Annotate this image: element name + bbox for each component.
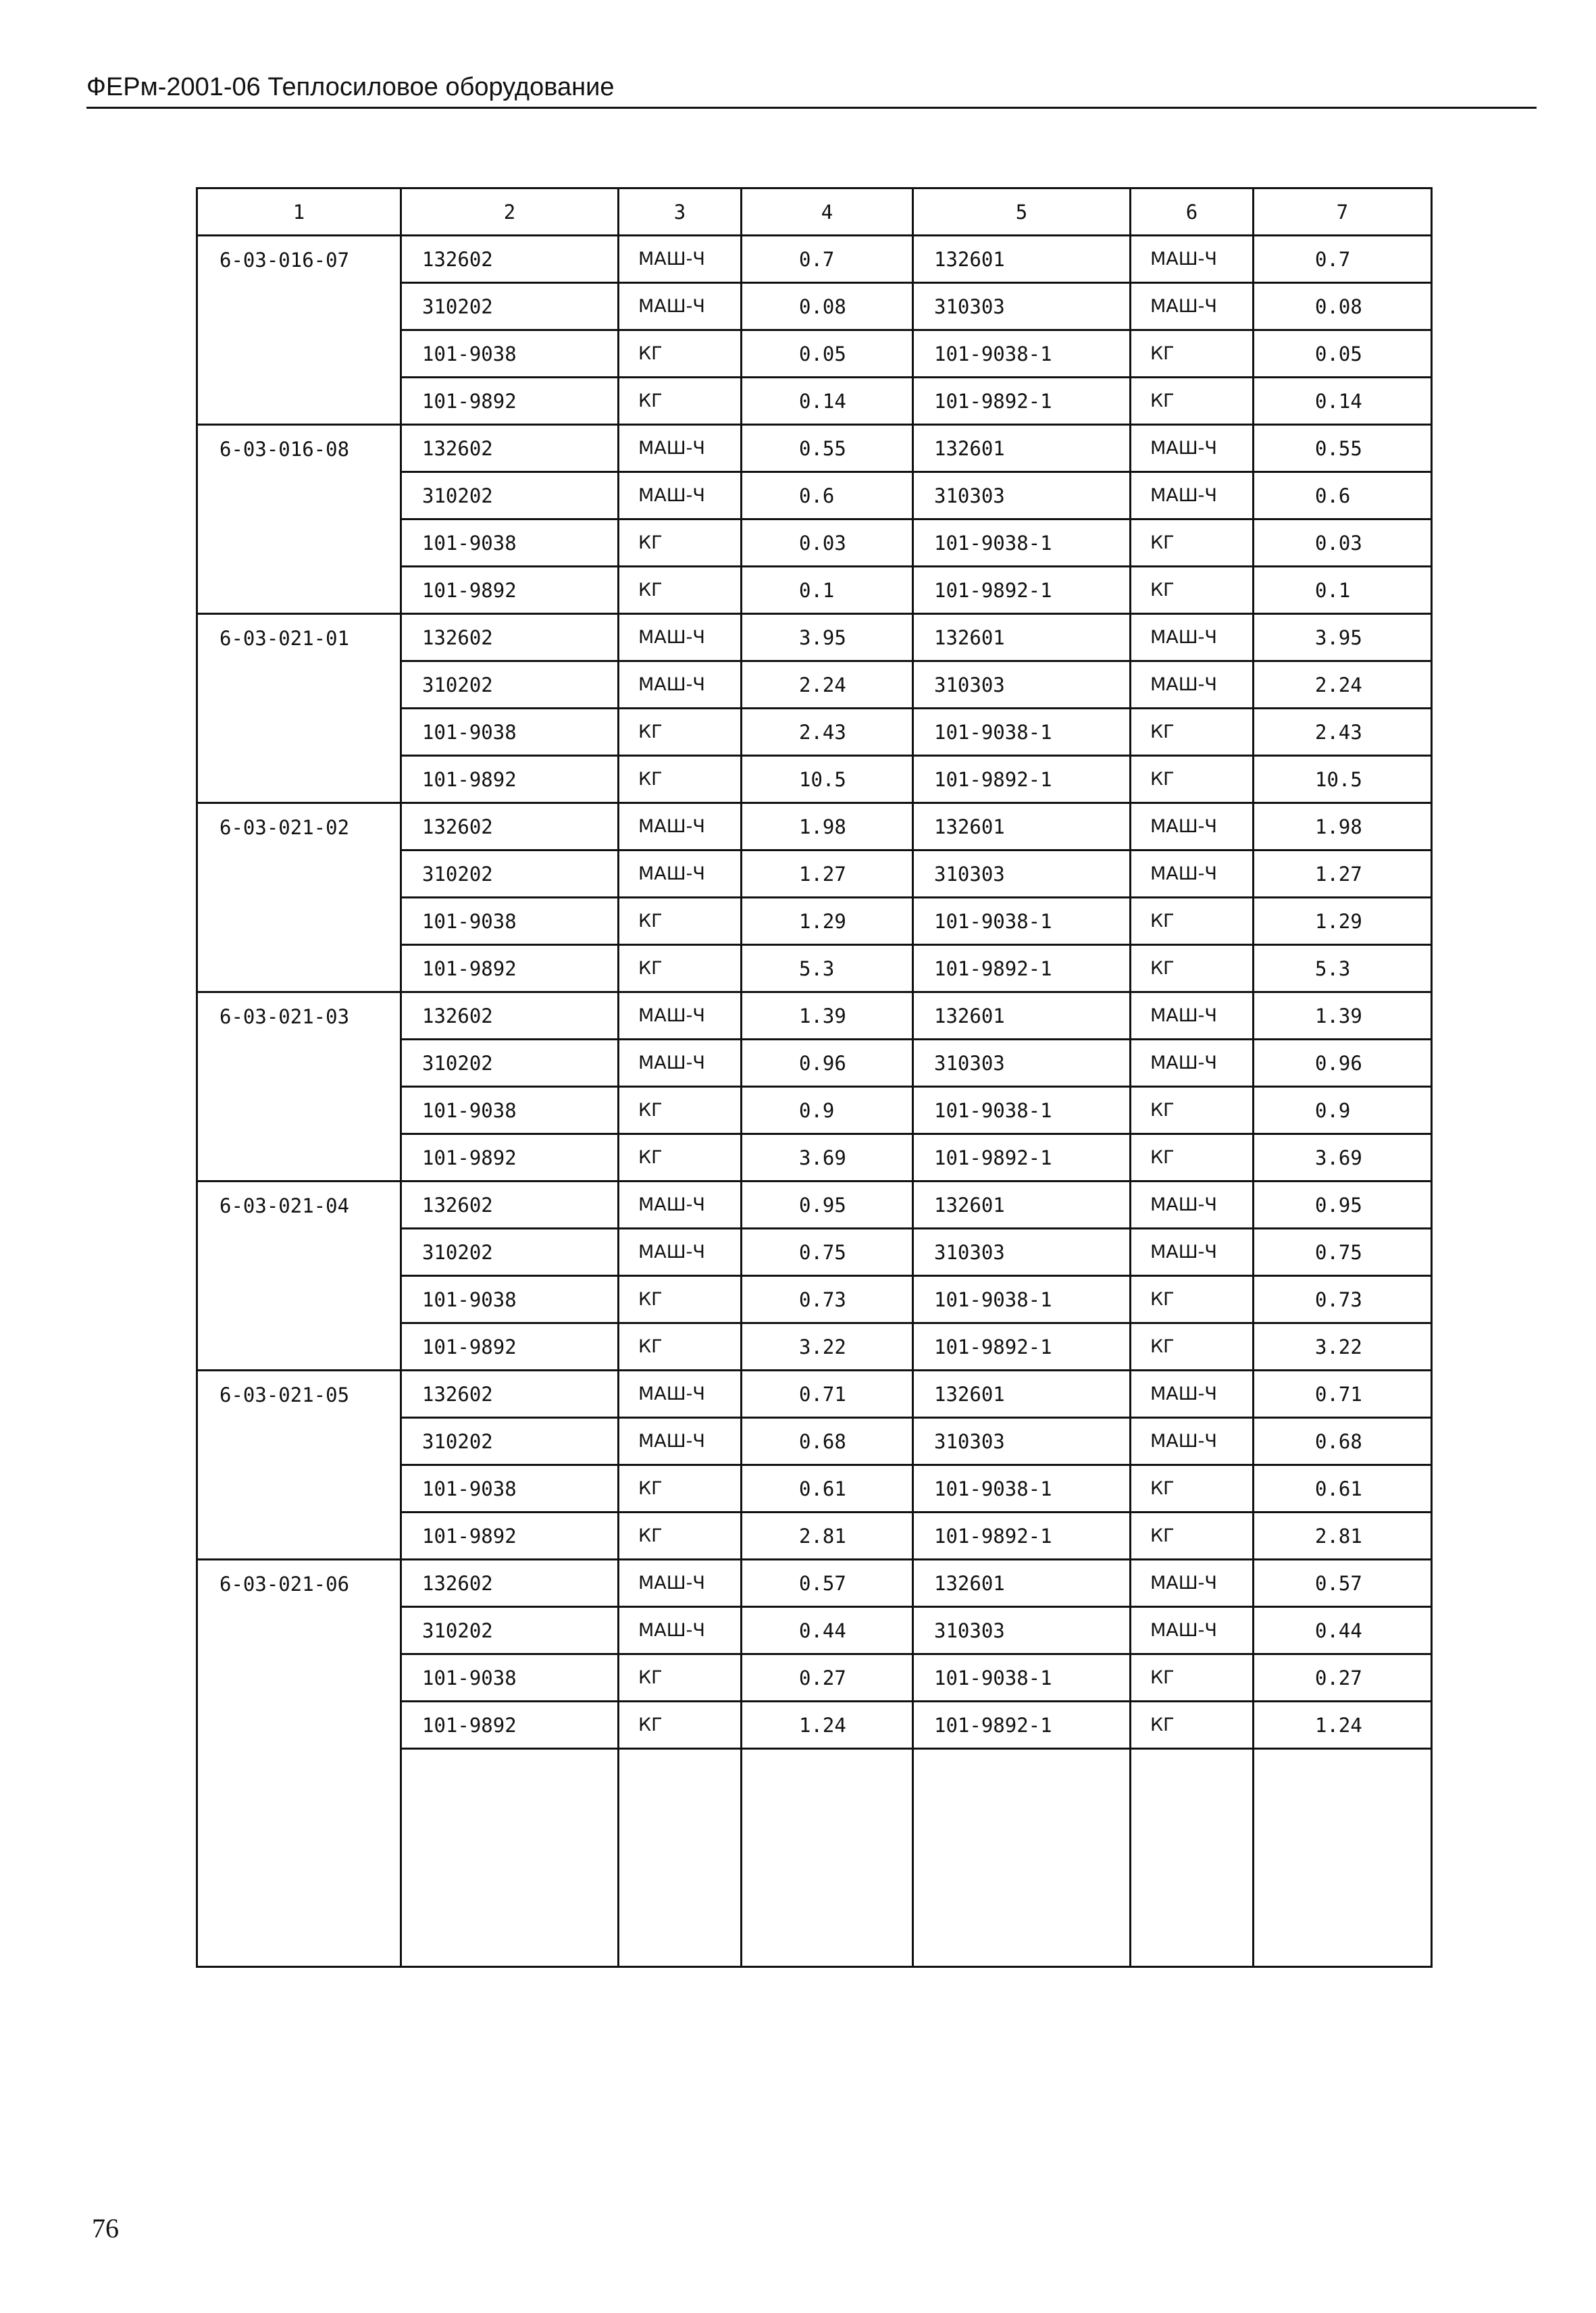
new-quantity-cell: 0.61 [1254, 1465, 1432, 1513]
old-resource-code-cell: 101-9038 [401, 898, 619, 945]
old-unit-cell: КГ [619, 1323, 742, 1371]
old-quantity-cell: 1.27 [742, 850, 913, 898]
old-quantity-cell: 0.55 [742, 425, 913, 472]
new-unit-cell: МАШ-Ч [1131, 1418, 1254, 1465]
old-resource-code-cell: 132602 [401, 1371, 619, 1418]
old-quantity-cell: 3.22 [742, 1323, 913, 1371]
new-unit-cell: МАШ-Ч [1131, 1040, 1254, 1087]
new-resource-code-cell: 310303 [913, 283, 1131, 330]
column-header: 4 [742, 188, 913, 236]
old-unit-cell: МАШ-Ч [619, 1040, 742, 1087]
old-quantity-cell: 0.75 [742, 1229, 913, 1276]
old-quantity-cell: 3.95 [742, 614, 913, 661]
new-resource-code-cell: 132601 [913, 803, 1131, 850]
new-quantity-cell: 1.39 [1254, 992, 1432, 1040]
new-unit-cell: КГ [1131, 1702, 1254, 1749]
old-resource-code-cell: 310202 [401, 1040, 619, 1087]
old-quantity-cell: 2.24 [742, 661, 913, 709]
new-resource-code-cell: 101-9892-1 [913, 378, 1131, 425]
new-resource-code-cell: 101-9038-1 [913, 898, 1131, 945]
old-unit-cell: МАШ-Ч [619, 850, 742, 898]
new-unit-cell: КГ [1131, 1654, 1254, 1702]
old-quantity-cell: 0.44 [742, 1607, 913, 1654]
old-resource-code-cell: 101-9038 [401, 330, 619, 378]
new-resource-code-cell: 101-9892-1 [913, 945, 1131, 992]
new-unit-cell: КГ [1131, 519, 1254, 567]
norm-code-cell: 6-03-021-04 [197, 1181, 401, 1371]
new-quantity-cell: 0.68 [1254, 1418, 1432, 1465]
table-row [197, 992, 1432, 1040]
old-unit-cell: КГ [619, 756, 742, 803]
table-row [197, 803, 1432, 850]
old-unit-cell: КГ [619, 898, 742, 945]
new-resource-code-cell: 132601 [913, 236, 1131, 283]
old-quantity-cell: 0.9 [742, 1087, 913, 1134]
column-header: 6 [1131, 188, 1254, 236]
new-quantity-cell: 3.22 [1254, 1323, 1432, 1371]
norm-code-cell: 6-03-016-08 [197, 425, 401, 614]
new-quantity-cell: 0.7 [1254, 236, 1432, 283]
old-unit-cell: КГ [619, 1134, 742, 1181]
resource-table [196, 187, 1433, 1968]
column-header: 1 [197, 188, 401, 236]
new-unit-cell: КГ [1131, 1276, 1254, 1323]
new-quantity-cell: 2.24 [1254, 661, 1432, 709]
old-resource-code-cell: 132602 [401, 992, 619, 1040]
old-resource-code-cell: 101-9892 [401, 1702, 619, 1749]
old-unit-cell: КГ [619, 709, 742, 756]
new-quantity-cell: 1.98 [1254, 803, 1432, 850]
old-quantity-cell: 0.71 [742, 1371, 913, 1418]
new-quantity-cell: 1.29 [1254, 898, 1432, 945]
empty-cell [619, 1749, 742, 1967]
old-unit-cell: КГ [619, 1654, 742, 1702]
new-resource-code-cell: 101-9892-1 [913, 1134, 1131, 1181]
old-resource-code-cell: 101-9038 [401, 1654, 619, 1702]
new-unit-cell: МАШ-Ч [1131, 803, 1254, 850]
old-unit-cell: КГ [619, 1087, 742, 1134]
table-row [197, 236, 1432, 283]
new-quantity-cell: 0.55 [1254, 425, 1432, 472]
new-unit-cell: КГ [1131, 945, 1254, 992]
new-unit-cell: КГ [1131, 1513, 1254, 1560]
new-quantity-cell: 0.27 [1254, 1654, 1432, 1702]
new-resource-code-cell: 310303 [913, 661, 1131, 709]
empty-cell [913, 1749, 1131, 1967]
new-quantity-cell: 0.44 [1254, 1607, 1432, 1654]
old-resource-code-cell: 101-9892 [401, 756, 619, 803]
old-quantity-cell: 10.5 [742, 756, 913, 803]
new-resource-code-cell: 101-9892-1 [913, 1702, 1131, 1749]
table-body [197, 236, 1432, 1967]
page-number: 76 [92, 2213, 119, 2243]
old-resource-code-cell: 101-9038 [401, 1276, 619, 1323]
new-unit-cell: МАШ-Ч [1131, 661, 1254, 709]
old-quantity-cell: 0.27 [742, 1654, 913, 1702]
new-unit-cell: КГ [1131, 567, 1254, 614]
old-unit-cell: МАШ-Ч [619, 1181, 742, 1229]
old-quantity-cell: 0.61 [742, 1465, 913, 1513]
old-unit-cell: КГ [619, 1276, 742, 1323]
old-quantity-cell: 1.39 [742, 992, 913, 1040]
new-resource-code-cell: 101-9892-1 [913, 756, 1131, 803]
old-resource-code-cell: 310202 [401, 661, 619, 709]
new-unit-cell: КГ [1131, 1087, 1254, 1134]
old-unit-cell: МАШ-Ч [619, 803, 742, 850]
table-row [197, 614, 1432, 661]
old-resource-code-cell: 101-9892 [401, 1323, 619, 1371]
old-unit-cell: КГ [619, 567, 742, 614]
new-quantity-cell: 0.71 [1254, 1371, 1432, 1418]
old-quantity-cell: 0.57 [742, 1560, 913, 1607]
old-unit-cell: КГ [619, 1465, 742, 1513]
norm-code-cell: 6-03-021-03 [197, 992, 401, 1181]
new-unit-cell: МАШ-Ч [1131, 1371, 1254, 1418]
old-quantity-cell: 0.05 [742, 330, 913, 378]
empty-cell [742, 1749, 913, 1967]
column-header: 7 [1254, 188, 1432, 236]
old-resource-code-cell: 101-9892 [401, 378, 619, 425]
new-resource-code-cell: 101-9038-1 [913, 1087, 1131, 1134]
new-quantity-cell: 0.57 [1254, 1560, 1432, 1607]
new-quantity-cell: 3.95 [1254, 614, 1432, 661]
old-quantity-cell: 2.81 [742, 1513, 913, 1560]
old-resource-code-cell: 132602 [401, 236, 619, 283]
new-resource-code-cell: 101-9038-1 [913, 709, 1131, 756]
old-unit-cell: МАШ-Ч [619, 1418, 742, 1465]
old-resource-code-cell: 101-9038 [401, 519, 619, 567]
old-quantity-cell: 0.96 [742, 1040, 913, 1087]
norm-code-cell: 6-03-021-06 [197, 1560, 401, 1967]
new-unit-cell: МАШ-Ч [1131, 1181, 1254, 1229]
old-unit-cell: КГ [619, 1702, 742, 1749]
new-quantity-cell: 0.6 [1254, 472, 1432, 519]
old-resource-code-cell: 132602 [401, 614, 619, 661]
old-resource-code-cell: 101-9892 [401, 1513, 619, 1560]
new-quantity-cell: 5.3 [1254, 945, 1432, 992]
old-resource-code-cell: 132602 [401, 803, 619, 850]
old-quantity-cell: 0.14 [742, 378, 913, 425]
new-unit-cell: КГ [1131, 1134, 1254, 1181]
old-resource-code-cell: 310202 [401, 1229, 619, 1276]
new-resource-code-cell: 101-9892-1 [913, 1513, 1131, 1560]
old-resource-code-cell: 132602 [401, 1181, 619, 1229]
new-resource-code-cell: 101-9038-1 [913, 1465, 1131, 1513]
empty-cell [401, 1749, 619, 1967]
old-unit-cell: МАШ-Ч [619, 1607, 742, 1654]
old-unit-cell: МАШ-Ч [619, 992, 742, 1040]
new-unit-cell: МАШ-Ч [1131, 850, 1254, 898]
new-quantity-cell: 0.95 [1254, 1181, 1432, 1229]
old-quantity-cell: 0.73 [742, 1276, 913, 1323]
old-quantity-cell: 0.68 [742, 1418, 913, 1465]
new-resource-code-cell: 310303 [913, 1607, 1131, 1654]
new-quantity-cell: 3.69 [1254, 1134, 1432, 1181]
new-unit-cell: МАШ-Ч [1131, 1560, 1254, 1607]
old-unit-cell: МАШ-Ч [619, 1229, 742, 1276]
new-quantity-cell: 10.5 [1254, 756, 1432, 803]
new-quantity-cell: 1.24 [1254, 1702, 1432, 1749]
new-resource-code-cell: 101-9038-1 [913, 330, 1131, 378]
column-header: 2 [401, 188, 619, 236]
new-unit-cell: МАШ-Ч [1131, 1607, 1254, 1654]
new-resource-code-cell: 101-9038-1 [913, 519, 1131, 567]
new-quantity-cell: 2.81 [1254, 1513, 1432, 1560]
old-unit-cell: МАШ-Ч [619, 283, 742, 330]
new-resource-code-cell: 132601 [913, 1560, 1131, 1607]
new-quantity-cell: 1.27 [1254, 850, 1432, 898]
old-unit-cell: КГ [619, 519, 742, 567]
old-unit-cell: МАШ-Ч [619, 236, 742, 283]
new-unit-cell: МАШ-Ч [1131, 992, 1254, 1040]
new-quantity-cell: 0.1 [1254, 567, 1432, 614]
column-header: 5 [913, 188, 1131, 236]
column-header: 3 [619, 188, 742, 236]
old-quantity-cell: 3.69 [742, 1134, 913, 1181]
old-unit-cell: МАШ-Ч [619, 472, 742, 519]
new-quantity-cell: 0.75 [1254, 1229, 1432, 1276]
old-unit-cell: МАШ-Ч [619, 425, 742, 472]
old-resource-code-cell: 310202 [401, 850, 619, 898]
old-resource-code-cell: 132602 [401, 1560, 619, 1607]
old-resource-code-cell: 310202 [401, 1607, 619, 1654]
table-row [197, 1371, 1432, 1418]
new-unit-cell: КГ [1131, 378, 1254, 425]
new-quantity-cell: 0.9 [1254, 1087, 1432, 1134]
new-resource-code-cell: 101-9892-1 [913, 567, 1131, 614]
old-resource-code-cell: 101-9038 [401, 1465, 619, 1513]
old-quantity-cell: 0.08 [742, 283, 913, 330]
old-quantity-cell: 0.7 [742, 236, 913, 283]
new-resource-code-cell: 310303 [913, 1040, 1131, 1087]
new-unit-cell: КГ [1131, 756, 1254, 803]
new-unit-cell: МАШ-Ч [1131, 472, 1254, 519]
new-quantity-cell: 0.08 [1254, 283, 1432, 330]
old-quantity-cell: 0.1 [742, 567, 913, 614]
new-resource-code-cell: 132601 [913, 425, 1131, 472]
new-unit-cell: КГ [1131, 330, 1254, 378]
new-resource-code-cell: 310303 [913, 1418, 1131, 1465]
old-unit-cell: КГ [619, 378, 742, 425]
new-unit-cell: МАШ-Ч [1131, 283, 1254, 330]
norm-code-cell: 6-03-021-01 [197, 614, 401, 803]
old-quantity-cell: 0.6 [742, 472, 913, 519]
empty-cell [1131, 1749, 1254, 1967]
page-header-title: ФЕРм-2001-06 Теплосиловое оборудование [86, 73, 1537, 109]
old-unit-cell: МАШ-Ч [619, 1560, 742, 1607]
new-resource-code-cell: 132601 [913, 992, 1131, 1040]
norm-code-cell: 6-03-021-05 [197, 1371, 401, 1560]
new-unit-cell: КГ [1131, 1323, 1254, 1371]
new-quantity-cell: 0.03 [1254, 519, 1432, 567]
old-quantity-cell: 1.98 [742, 803, 913, 850]
new-resource-code-cell: 101-9892-1 [913, 1323, 1131, 1371]
old-quantity-cell: 0.03 [742, 519, 913, 567]
table-row [197, 1560, 1432, 1607]
new-quantity-cell: 2.43 [1254, 709, 1432, 756]
old-quantity-cell: 5.3 [742, 945, 913, 992]
new-resource-code-cell: 101-9038-1 [913, 1654, 1131, 1702]
new-resource-code-cell: 310303 [913, 850, 1131, 898]
new-unit-cell: МАШ-Ч [1131, 425, 1254, 472]
old-resource-code-cell: 101-9038 [401, 709, 619, 756]
norm-code-cell: 6-03-016-07 [197, 236, 401, 425]
old-resource-code-cell: 101-9892 [401, 945, 619, 992]
old-quantity-cell: 2.43 [742, 709, 913, 756]
new-quantity-cell: 0.05 [1254, 330, 1432, 378]
table-row [197, 1181, 1432, 1229]
new-quantity-cell: 0.73 [1254, 1276, 1432, 1323]
new-unit-cell: КГ [1131, 1465, 1254, 1513]
empty-cell [1254, 1749, 1432, 1967]
new-unit-cell: МАШ-Ч [1131, 1229, 1254, 1276]
old-resource-code-cell: 132602 [401, 425, 619, 472]
new-unit-cell: МАШ-Ч [1131, 614, 1254, 661]
column-number-row [197, 188, 1432, 236]
new-resource-code-cell: 132601 [913, 614, 1131, 661]
old-resource-code-cell: 310202 [401, 1418, 619, 1465]
new-unit-cell: КГ [1131, 709, 1254, 756]
new-resource-code-cell: 310303 [913, 472, 1131, 519]
new-unit-cell: КГ [1131, 898, 1254, 945]
norm-code-cell: 6-03-021-02 [197, 803, 401, 992]
new-resource-code-cell: 132601 [913, 1181, 1131, 1229]
new-resource-code-cell: 101-9038-1 [913, 1276, 1131, 1323]
old-unit-cell: КГ [619, 330, 742, 378]
old-quantity-cell: 0.95 [742, 1181, 913, 1229]
old-resource-code-cell: 101-9892 [401, 1134, 619, 1181]
new-quantity-cell: 0.14 [1254, 378, 1432, 425]
old-quantity-cell: 1.24 [742, 1702, 913, 1749]
old-resource-code-cell: 101-9038 [401, 1087, 619, 1134]
old-resource-code-cell: 101-9892 [401, 567, 619, 614]
new-quantity-cell: 0.96 [1254, 1040, 1432, 1087]
new-resource-code-cell: 310303 [913, 1229, 1131, 1276]
old-unit-cell: МАШ-Ч [619, 1371, 742, 1418]
new-resource-code-cell: 132601 [913, 1371, 1131, 1418]
old-resource-code-cell: 310202 [401, 472, 619, 519]
old-unit-cell: КГ [619, 1513, 742, 1560]
table-row [197, 425, 1432, 472]
old-unit-cell: КГ [619, 945, 742, 992]
old-quantity-cell: 1.29 [742, 898, 913, 945]
old-unit-cell: МАШ-Ч [619, 661, 742, 709]
old-unit-cell: МАШ-Ч [619, 614, 742, 661]
new-unit-cell: МАШ-Ч [1131, 236, 1254, 283]
old-resource-code-cell: 310202 [401, 283, 619, 330]
